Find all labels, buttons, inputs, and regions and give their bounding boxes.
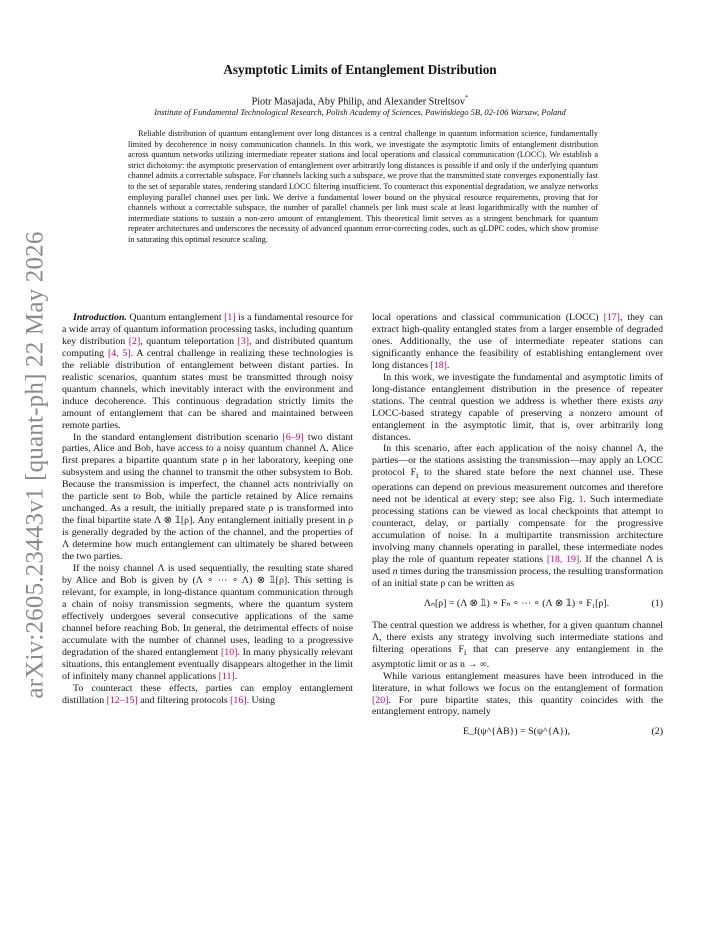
equation-number: (1) — [651, 597, 663, 609]
author-footnote-mark[interactable]: * — [464, 94, 469, 102]
paper-title: Asymptotic Limits of Entanglement Distribution — [223, 62, 497, 77]
citation-link[interactable]: [11] — [218, 670, 235, 682]
intro-paragraph-6: In this work, we investigate the fundamental and asymptotic limits of long-distance entanglement distribution in the presence of repeater stations. The central question we address is whether there exists any LOCC-based strategy capable of preserving a nonzero amount of entanglement in the asymptotic limit, that is, over arbitrarily long distances. — [372, 371, 663, 443]
intro-paragraph-5: local operations and classical communication (LOCC) [17], they can extract high-quality entangled states from a larger ensemble of degraded ones. Additionally, the use of intermediate repeater stations can significantly enhance the feasibility of establishing entanglement over long distances [18]. — [372, 312, 663, 371]
citation-link[interactable]: [12–15] — [106, 694, 138, 706]
abstract: Reliable distribution of quantum entanglement over long distances is a central challenge in quantum information science, fundamentally limited by decoherence in noisy communication channels. In this work, we investigate the asymptotic limits of entanglement distribution across quantum networks utilizing intermediate repeater stations and local operations and classical communication (LOCC). We establish a strict dichotomy: the asymptotic preservation of entanglement over arbitrarily long distances is possible if and only if the underlying quantum channel admits a correctable subspace. For channels lacking such a subspace, we prove that the transmitted state converges exponentially fast to the set of separable states, rendering standard LOCC filtering insufficient. To counteract this exponential degradation, we analyze networks employing parallel channel uses per link. We derive a fundamental lower bound on the physical resource requirements, proving that for channels without a correctable subspace, the number of parallel channels per link must scale at least logarithmically with the number of intermediate stations to sustain a non-zero amount of entanglement. This theoretical limit serves as a stringent benchmark for quantum repeater architectures and underscores the necessity of advanced quantum error-correcting codes, such as qLDPC codes, which show promise in saturating this optimal resource scaling. — [128, 129, 598, 244]
citation-link[interactable]: [4, 5] — [107, 347, 131, 359]
intro-paragraph-4: To counteract these effects, parties can employ entanglement distillation [12–15] and filtering protocols [16]. Using — [62, 682, 353, 706]
intro-paragraph-8: The central question we address is whether, for a given quantum channel Λ, there exists any strategy involving such intermediate stations and filtering operations $F_i$ that can preserve any entanglement in the asymptotic limit or as n → ∞. — [372, 619, 663, 670]
intro-paragraph-3: If the noisy channel Λ is used sequentially, the resulting state shared by Alice and Bob is given by (Λ ∘ ··· ∘ Λ) ⊗ 𝟙[ρ]. This setting is relevant, for example, in long-distance quantum communication through a chain of noisy transmission segments, where the quantum system effectively undergoes several consecutive applications of the same channel before reaching Bob. In general, the detrimental effects of noise accumulate with the number of channel uses, leading to a progressive degradation of the shared entanglement [10]. In many physically relevant situations, this entanglement eventually disappears altogether in the limit of infinitely many channel applications [11]. — [62, 563, 353, 682]
equation-2 — [372, 726, 663, 738]
intro-paragraph-2: In the standard entanglement distribution scenario [6–9] two distant parties, Alice and Bob, have access to a noisy quantum channel Λ. Alice first prepares a bipartite quantum state ρ in her laboratory, keeping one subsystem and using the channel to transmit the other subsystem to Bob. Because the transmission is imperfect, the channel acts nontrivially on the particle sent to Bob, while the particle retained by Alice remains unchanged. As a result, the initially prepared state ρ is transformed into the final bipartite state Λ ⊗ 𝟙[ρ]. Any entanglement initially present in ρ is generally degraded by the action of the channel, and the properties of Λ determine how much entanglement can ultimately be shared between the two parties. — [62, 431, 353, 563]
intro-paragraph-9: While various entanglement measures have been introduced in the literature, in what follows we focus on the entanglement of formation [20]. For pure bipartite states, this quantity coincides with the entanglement entropy, namely — [372, 670, 663, 718]
equation-1 — [372, 598, 663, 610]
citation-link[interactable]: [6–9] — [282, 431, 304, 443]
arxiv-identifier: arXiv:2605.23443v1 [quant-ph] 22 May 2026 — [22, 231, 50, 699]
citation-link[interactable]: [1] — [224, 312, 236, 323]
author-list: Piotr Masajada, Aby Philip, and Alexander Streltsov* — [251, 94, 469, 108]
equation-formula: Λₙ[ρ] = (Λ ⊗ 𝟙) ∘ Fₙ ∘ ··· ∘ (Λ ⊗ 𝟙) ∘ F₁[ρ]. — [423, 597, 610, 609]
section-lead: Introduction. — [73, 312, 127, 323]
citation-link[interactable]: [10] — [221, 646, 238, 658]
citation-link[interactable]: [17] — [603, 312, 620, 323]
equation-formula: E_f(ψ^{AB}) = S(ψ^{A}), — [463, 726, 570, 738]
citation-link[interactable]: [20] — [372, 694, 389, 706]
left-column — [62, 312, 353, 706]
citation-link[interactable]: [2] — [128, 335, 141, 347]
intro-paragraph-7: In this scenario, after each application of the noisy channel Λ, the parties—or the stations assisting the transmission—may apply an LOCC protocol $F_i$ to the shared state before the next channel use. These operations can depend on previous measurement outcomes and therefore need not be identical at every step; see also Fig. 1. Such intermediate processing stations can be viewed as local checkpoints that attempt to counteract, delay, or partially compensate for the progressive accumulation of noise. In a multipartite transmission architecture involving many channels operating in parallel, these intermediate nodes play the role of quantum repeater stations [18, 19]. If the channel Λ is used n times during the transmission process, the resulting transformation of an initial state ρ can be written as — [372, 443, 664, 589]
intro-paragraph-1: Introduction. Quantum entanglement [1] is a fundamental resource for a wide array of quantum information processing tasks, including quantum key distribution [2], quantum teleportation [3], and distributed quantum computing [4, 5]. A central challenge in realizing these technologies is the reliable distribution of entanglement between distant parties. In realistic scenarios, quantum states must be transmitted through noisy quantum channels, which inevitably interact with the environment and induce decoherence. This continuous degradation strictly limits the amount of entanglement that can be shared and maintained between remote parties. — [62, 312, 353, 431]
citation-link[interactable]: [18] — [430, 359, 447, 371]
citation-link[interactable]: [16] — [230, 694, 247, 706]
right-column — [372, 312, 663, 748]
figure-link[interactable]: 1 — [578, 494, 584, 506]
equation-number: (2) — [651, 726, 663, 738]
affiliation: Institute of Fundamental Technological Research, Polish Academy of Sciences, Pawińskiego 5B, 02-106 Warsaw, Poland — [154, 107, 566, 117]
citation-link[interactable]: [18, 19] — [546, 554, 580, 566]
citation-link[interactable]: [3] — [237, 335, 250, 347]
